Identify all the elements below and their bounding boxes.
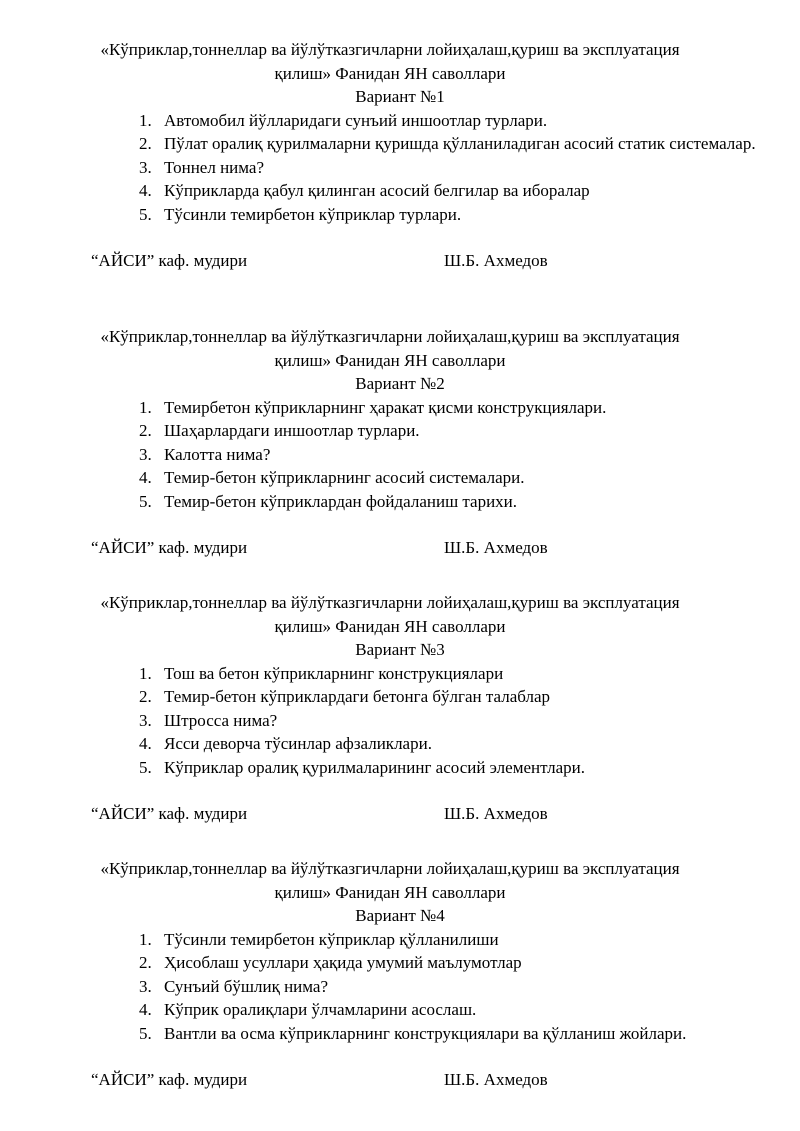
variant-number: Вариант №1 [355,87,445,106]
question-number: 5. [139,1023,152,1043]
title-line-2: қилиш» Фанидан ЯН саволлари [274,63,506,83]
question-text: Тўсинли темирбетон кўприклар турлари. [164,204,462,224]
question-item [139,466,759,490]
question-text: Вантли ва осма кўприкларнинг конструкциялари ва қўлланиш жойлари. [164,1023,687,1043]
question-number: 1. [139,663,152,683]
question-item [139,1022,759,1046]
question-text: Автомобил йўлларидаги сунъий иншоотлар турлари. [164,110,548,130]
question-text: Темир-бетон кўприклардан фойдаланиш тарихи. [164,491,518,511]
question-item [139,756,759,780]
signature-name: Ш.Б. Ахмедов [444,1070,548,1089]
question-number: 5. [139,491,152,511]
question-text: Тўсинли темирбетон кўприклар қўлланилиши [164,929,499,949]
title-line-2: қилиш» Фанидан ЯН саволлари [274,882,506,902]
question-list [139,928,759,1046]
question-text: Пўлат оралиқ қурилмаларни қуришда қўлланиладиган асосий статик системалар. [164,134,756,153]
title-line-1: «Кўприклар,тоннеллар ва йўлўтказгичларни лойиҳалаш,қуриш ва эксплуатация [100,327,680,346]
question-number: 2. [139,134,152,153]
question-number: 3. [139,157,152,177]
signature-line [0,536,800,560]
question-item [139,685,759,709]
question-number: 1. [139,397,152,417]
variant-number: Вариант №2 [355,374,445,393]
question-item [139,662,759,686]
question-number: 2. [139,687,152,706]
question-text: Калотта нима? [164,444,271,464]
question-text: Сунъий бўшлиқ нима? [164,976,329,996]
signature-line [0,1068,800,1092]
question-number: 4. [139,181,152,200]
question-number: 3. [139,976,152,996]
question-number: 4. [139,1000,152,1019]
signature-line [0,802,800,826]
signature-role: “АЙСИ” каф. мудири [91,538,248,557]
question-number: 5. [139,204,152,224]
variant-title [40,325,740,372]
question-text: Тоннел нима? [164,157,265,177]
variant-number: Вариант №3 [355,640,445,659]
question-text: Ясси деворча тўсинлар афзаликлари. [164,734,432,753]
signature-role: “АЙСИ” каф. мудири [91,251,248,270]
question-text: Кўприкларда қабул қилинган асосий белгилар ва иборалар [164,181,590,200]
question-number: 2. [139,953,152,972]
question-item [139,419,759,443]
question-item [139,998,759,1022]
question-text: Тош ва бетон кўприкларнинг конструкциялари [164,663,504,683]
question-number: 4. [139,468,152,487]
signature-name: Ш.Б. Ахмедов [444,804,548,823]
signature-name: Ш.Б. Ахмедов [444,251,548,270]
question-number: 3. [139,710,152,730]
variant-block-4 [0,857,800,1092]
question-item [139,732,759,756]
question-number: 5. [139,757,152,777]
question-item [139,443,759,467]
signature-role: “АЙСИ” каф. мудири [91,1070,248,1089]
question-text: Ҳисоблаш усуллари ҳақида умумий маълумотлар [164,953,522,972]
question-text: Темир-бетон кўприкларнинг асосий системалари. [164,468,525,487]
title-line-1: «Кўприклар,тоннеллар ва йўлўтказгичларни лойиҳалаш,қуриш ва эксплуатация [100,40,680,59]
title-line-2: қилиш» Фанидан ЯН саволлари [274,350,506,370]
question-text: Шаҳарлардаги иншоотлар турлари. [164,421,420,440]
variant-block-2 [0,325,800,560]
title-line-1: «Кўприклар,тоннеллар ва йўлўтказгичларни лойиҳалаш,қуриш ва эксплуатация [100,859,680,878]
question-number: 4. [139,734,152,753]
variant-title [40,857,740,904]
question-text: Кўприк оралиқлари ўлчамларини асослаш. [164,1000,477,1019]
question-item [139,975,759,999]
signature-role: “АЙСИ” каф. мудири [91,804,248,823]
question-text: Кўприклар оралиқ қурилмаларининг асосий элементлари. [164,757,585,777]
question-text: Темир-бетон кўприклардаги бетонга бўлган талаблар [164,687,551,706]
question-list [139,396,759,514]
question-item [139,396,759,420]
question-list [139,662,759,780]
variant-title [40,38,740,85]
question-item [139,156,759,180]
question-number: 1. [139,110,152,130]
title-line-2: қилиш» Фанидан ЯН саволлари [274,616,506,636]
signature-name: Ш.Б. Ахмедов [444,538,548,557]
signature-line [0,249,800,273]
question-item [139,203,759,227]
variant-number: Вариант №4 [355,906,445,925]
variant-title [40,591,740,638]
question-number: 1. [139,929,152,949]
title-line-1: «Кўприклар,тоннеллар ва йўлўтказгичларни лойиҳалаш,қуриш ва эксплуатация [100,593,680,612]
question-number: 2. [139,421,152,440]
question-item [139,490,759,514]
question-item [139,179,759,203]
question-item [139,709,759,733]
question-item [139,132,759,156]
variant-block-3 [0,591,800,826]
question-item [139,928,759,952]
question-list [139,109,759,227]
question-text: Темирбетон кўприкларнинг ҳаракат қисми конструкциялари. [164,397,607,417]
question-number: 3. [139,444,152,464]
question-item [139,951,759,975]
question-item [139,109,759,133]
variant-block-1 [0,38,800,273]
question-text: Штросса нима? [164,710,278,730]
